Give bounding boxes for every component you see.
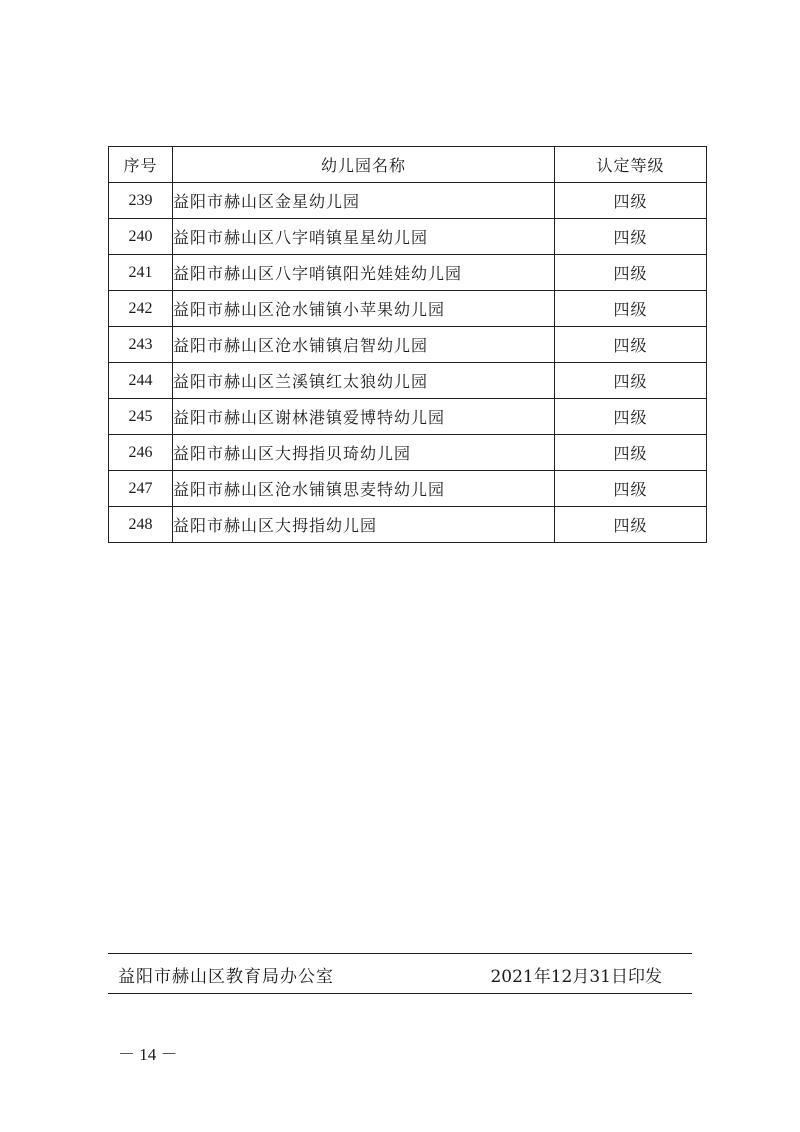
table-row [109, 327, 707, 363]
row-serial-number: 239 [109, 183, 173, 219]
kindergarten-table [108, 146, 707, 543]
row-certified-level: 四级 [555, 363, 707, 399]
row-serial-number: 247 [109, 471, 173, 507]
row-kindergarten-name: 益阳市赫山区沧水铺镇启智幼儿园 [173, 327, 555, 363]
footer-issue-date: 2021年12月31日印发 [490, 967, 662, 987]
row-serial-number: 243 [109, 327, 173, 363]
row-certified-level: 四级 [555, 291, 707, 327]
table-row [109, 507, 707, 543]
table-row [109, 363, 707, 399]
row-certified-level: 四级 [555, 255, 707, 291]
row-kindergarten-name: 益阳市赫山区沧水铺镇思麦特幼儿园 [173, 471, 555, 507]
row-certified-level: 四级 [555, 183, 707, 219]
row-serial-number: 246 [109, 435, 173, 471]
row-kindergarten-name: 益阳市赫山区大拇指幼儿园 [173, 507, 555, 543]
footer-bottom-rule [108, 993, 692, 994]
row-certified-level: 四级 [555, 219, 707, 255]
row-kindergarten-name: 益阳市赫山区大拇指贝琦幼儿园 [173, 435, 555, 471]
table-row [109, 219, 707, 255]
table-row [109, 399, 707, 435]
page-number: － 14 － [118, 1045, 178, 1064]
table-row [109, 255, 707, 291]
row-kindergarten-name: 益阳市赫山区兰溪镇红太狼幼儿园 [173, 363, 555, 399]
row-serial-number: 248 [109, 507, 173, 543]
table-row [109, 183, 707, 219]
row-certified-level: 四级 [555, 327, 707, 363]
row-kindergarten-name: 益阳市赫山区八字哨镇星星幼儿园 [173, 219, 555, 255]
table-header-row [109, 147, 707, 183]
row-serial-number: 241 [109, 255, 173, 291]
header-certified-level: 认定等级 [555, 147, 707, 183]
row-serial-number: 242 [109, 291, 173, 327]
row-certified-level: 四级 [555, 507, 707, 543]
row-kindergarten-name: 益阳市赫山区谢林港镇爱博特幼儿园 [173, 399, 555, 435]
row-kindergarten-name: 益阳市赫山区金星幼儿园 [173, 183, 555, 219]
header-kindergarten-name: 幼儿园名称 [173, 147, 555, 183]
row-serial-number: 240 [109, 219, 173, 255]
footer-issuer: 益阳市赫山区教育局办公室 [118, 967, 334, 987]
row-certified-level: 四级 [555, 471, 707, 507]
footer-top-rule [108, 953, 692, 954]
row-serial-number: 245 [109, 399, 173, 435]
row-serial-number: 244 [109, 363, 173, 399]
table-row [109, 291, 707, 327]
header-serial-number: 序号 [109, 147, 173, 183]
row-kindergarten-name: 益阳市赫山区八字哨镇阳光娃娃幼儿园 [173, 255, 555, 291]
table-row [109, 435, 707, 471]
table-row [109, 471, 707, 507]
row-certified-level: 四级 [555, 435, 707, 471]
row-certified-level: 四级 [555, 399, 707, 435]
row-kindergarten-name: 益阳市赫山区沧水铺镇小苹果幼儿园 [173, 291, 555, 327]
